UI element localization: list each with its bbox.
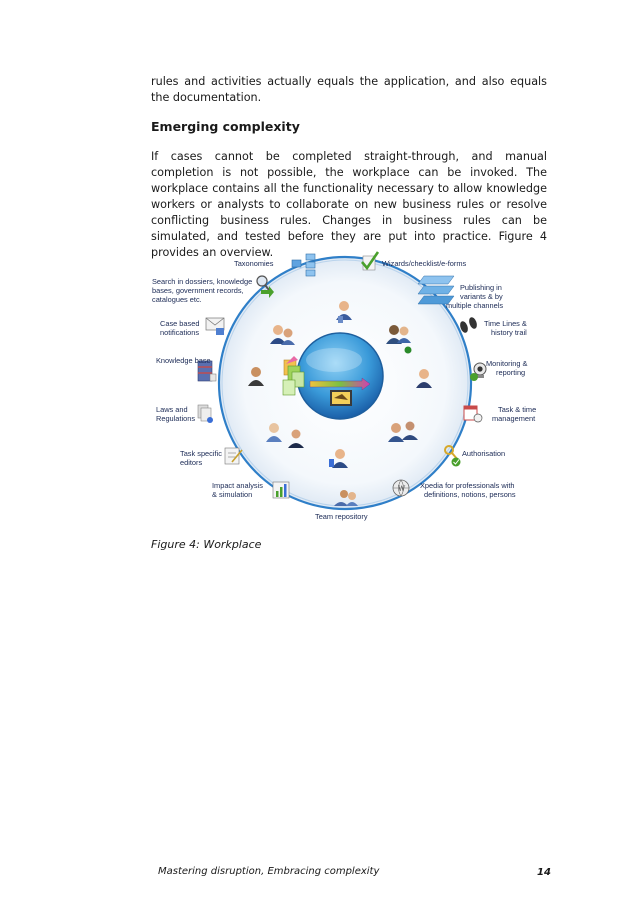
label-task-editors-line2: editors [180, 458, 203, 467]
figure-caption: Figure 4: Workplace [151, 538, 262, 551]
publishing-icon [418, 276, 454, 304]
label-laws-line1: Laws and [156, 405, 188, 414]
page-number: 14 [537, 867, 551, 878]
label-publishing-line3: multiple channels [446, 301, 504, 310]
label-task-editors-line1: Task specific [180, 449, 222, 458]
label-authorisation: Authorisation [462, 449, 506, 458]
label-wizards: Wizards/checklist/e-forms [382, 259, 467, 268]
label-xpedia-line2: definitions, notions, persons [424, 490, 516, 499]
label-publishing-line2: variants & by [460, 292, 503, 301]
label-task-time-line2: management [492, 414, 536, 423]
label-case-line2: notifications [160, 328, 200, 337]
label-knowledge-base: Knowledge base [156, 356, 211, 365]
label-impact-line2: & simulation [212, 490, 253, 499]
label-monitoring-line1: Monitoring & [486, 359, 528, 368]
hub-folder-icon [330, 390, 352, 406]
workplace-figure [148, 248, 548, 528]
label-monitoring-line2: reporting [496, 368, 526, 377]
envelope-icon [206, 318, 224, 335]
label-timelines-line1: Time Lines & [484, 319, 527, 328]
label-publishing-line1: Publishing in [460, 283, 502, 292]
footprints-icon [459, 316, 479, 334]
label-impact-line1: Impact analysis [212, 481, 263, 490]
label-laws-line2: Regulations [156, 414, 196, 423]
label-taxonomies: Taxonomies [234, 259, 274, 268]
label-search-line2: bases, government records, [152, 286, 244, 295]
label-search-line1: Search in dossiers, knowledge [152, 277, 253, 286]
label-xpedia-line1: Xpedia for professionals with [420, 481, 515, 490]
label-timelines-line2: history trail [491, 328, 527, 337]
label-search-line3: catalogues etc. [152, 295, 202, 304]
label-case-line1: Case based [160, 319, 200, 328]
chart-icon [273, 482, 289, 498]
section-heading: Emerging complexity [151, 119, 300, 134]
footer-title: Mastering disruption, Embracing complexity [158, 866, 380, 877]
label-task-time-line1: Task & time [498, 405, 537, 414]
webcam-icon [470, 363, 486, 381]
document-stack-icon [198, 405, 213, 423]
intro-paragraph: rules and activities actually equals the application, and also equals the documentation. [151, 75, 547, 104]
svg-text:W: W [398, 485, 406, 493]
calendar-icon [464, 406, 482, 422]
central-hub [297, 333, 383, 419]
label-team-repository: Team repository [315, 512, 368, 521]
body-paragraph: If cases cannot be completed straight-through, and manual completion is not possible, the workplace can be invoked. The workplace contains all the functionality necessary to allow knowledge workers or analysts to collaborate on new business rules or resolve conflicting business rules. Changes in business rules can be simulated, and tested before they are put into practice. Figure 4 provides an overview. [151, 150, 547, 259]
globe-icon [393, 480, 409, 496]
